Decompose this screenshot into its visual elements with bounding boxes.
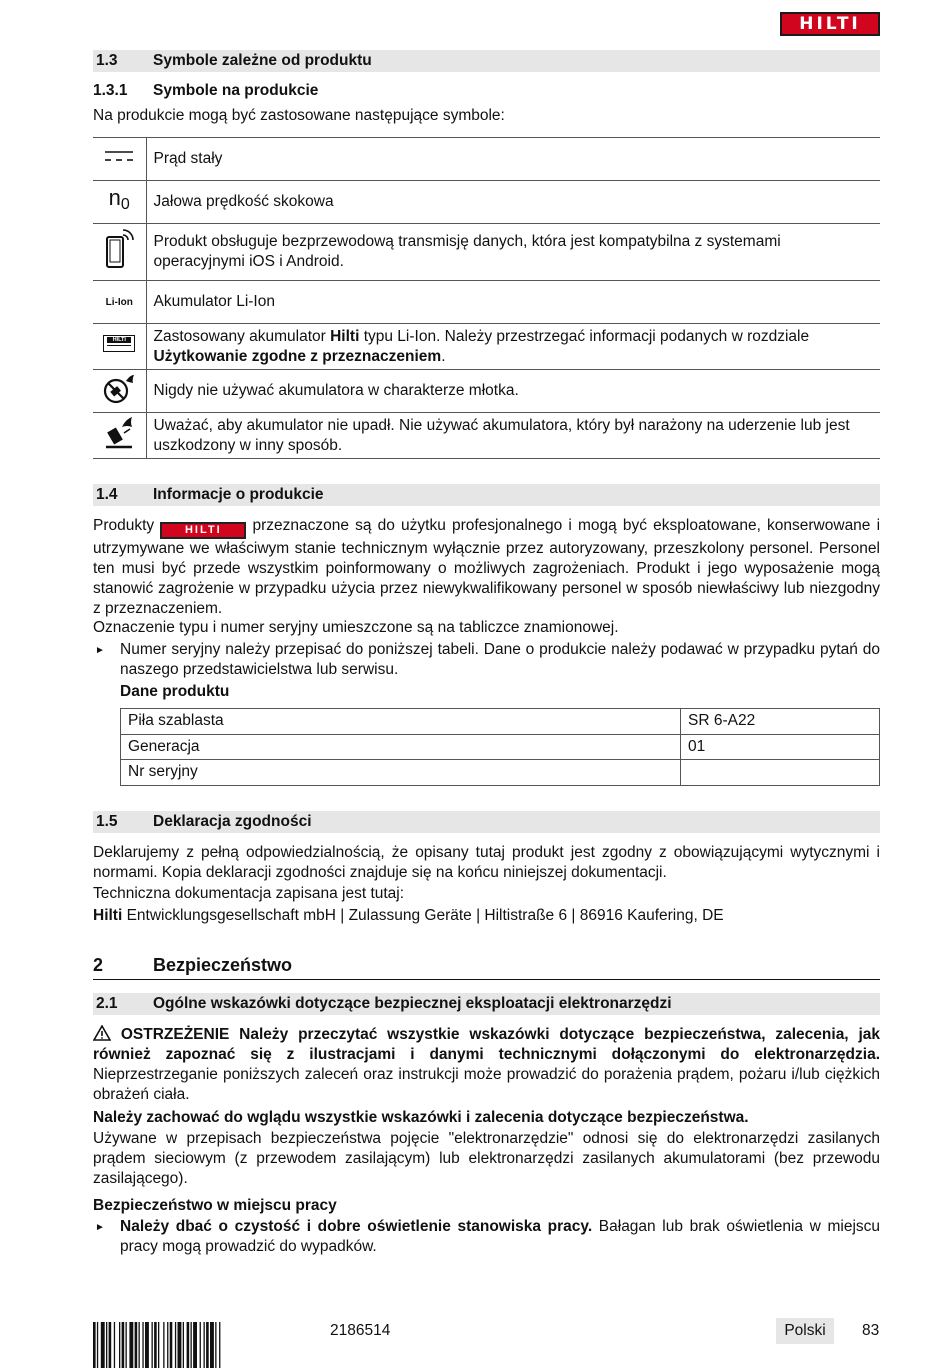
barcode-bar bbox=[215, 1322, 216, 1368]
symbol-description: Nigdy nie używać akumulatora w charakterze młotka. bbox=[146, 370, 880, 413]
barcode-bar bbox=[191, 1322, 192, 1368]
section-number: 1.4 bbox=[96, 486, 118, 503]
chapter-title: Bezpieczeństwo bbox=[153, 955, 293, 975]
barcode-bar bbox=[175, 1322, 176, 1368]
table-cell-label: Piła szablasta bbox=[121, 709, 681, 735]
barcode-bar bbox=[145, 1322, 149, 1368]
hilti-inline-logo: HILTI bbox=[160, 522, 246, 539]
section-title: Informacje o produkcie bbox=[153, 486, 324, 503]
keep-instructions: Należy zachować do wglądu wszystkie wskazówki i zalecenia dotyczące bezpieczeństwa. bbox=[93, 1109, 749, 1126]
symbol-description: Jałowa prędkość skokowa bbox=[146, 181, 880, 224]
workplace-safety-title: Bezpieczeństwo w miejscu pracy bbox=[93, 1197, 337, 1214]
section-2-1-heading bbox=[93, 993, 880, 1015]
icon-label: Li-Ion bbox=[105, 297, 133, 308]
section-1-3-1-heading bbox=[93, 82, 880, 100]
chapter-number: 2 bbox=[93, 955, 104, 975]
symbol-row bbox=[93, 138, 880, 181]
barcode-bar bbox=[97, 1322, 98, 1368]
bullet-arrow-icon: ► bbox=[95, 1222, 105, 1233]
symbol-row bbox=[93, 413, 880, 459]
symbols-table bbox=[93, 137, 880, 459]
barcode-bar bbox=[106, 1322, 107, 1368]
barcode-bar bbox=[183, 1322, 184, 1368]
symbol-description: Produkt obsługuje bezprzewodową transmisję danych, która jest kompatybilna z systemami operacyjnymi iOS i Android. bbox=[146, 224, 880, 281]
barcode-bar bbox=[167, 1322, 168, 1368]
bullet-text: Należy dbać o czystość i dobre oświetlenie stanowiska pracy. Bałagan lub brak oświetlenia w miejscu pracy mogą prowadzić do wypadków. bbox=[120, 1218, 881, 1255]
table-cell-value: SR 6-A22 bbox=[681, 709, 880, 735]
barcode-bar bbox=[200, 1322, 201, 1368]
bullet-arrow-icon: ► bbox=[95, 645, 105, 656]
warning-paragraph bbox=[93, 1025, 880, 1105]
chapter-2-heading bbox=[93, 955, 880, 980]
barcode-bar bbox=[187, 1322, 190, 1368]
barcode-bar bbox=[204, 1322, 205, 1368]
icon-label: HILTI bbox=[107, 337, 131, 343]
symbol-row bbox=[93, 281, 880, 324]
hilti-logo bbox=[780, 12, 880, 36]
symbol-description: Prąd stały bbox=[146, 138, 880, 181]
barcode-bar bbox=[129, 1322, 133, 1368]
barcode-bar bbox=[139, 1322, 140, 1368]
icon-subscript: 0 bbox=[120, 196, 130, 214]
barcode-bar bbox=[122, 1322, 125, 1368]
section-title: Symbole zależne od produktu bbox=[153, 52, 372, 69]
section-title: Ogólne wskazówki dotyczące bezpiecznej eksploatacji elektronarzędzi bbox=[153, 995, 672, 1012]
warning-triangle-icon bbox=[93, 1025, 111, 1041]
symbol-description: Zastosowany akumulator Hilti typu Li-Ion. Należy przestrzegać informacji podanych w rozdziale Użytkowanie zgodne z przeznaczeniem. bbox=[146, 324, 880, 370]
product-data-table bbox=[120, 708, 880, 786]
documentation-address: Hilti Entwicklungsgesellschaft mbH | Zulassung Geräte | Hiltistraße 6 | 86916 Kaufering, DE bbox=[93, 907, 724, 924]
documentation-note: Techniczna dokumentacja zapisana jest tutaj: bbox=[93, 885, 405, 902]
no-drop-icon bbox=[93, 413, 146, 459]
conformity-paragraph: Deklarujemy z pełną odpowiedzialnością, że opisany tutaj produkt jest zgodny z obowiązującymi wytycznymi i normami. Kopia deklaracji zgodności znajduje się na końcu niniejszej dokumentacji. bbox=[93, 844, 880, 881]
no-load-speed-icon bbox=[93, 181, 146, 224]
barcode-bar bbox=[163, 1322, 164, 1368]
table-row bbox=[121, 709, 880, 735]
section-number: 1.3.1 bbox=[93, 82, 128, 99]
icon-letter: n bbox=[108, 185, 121, 211]
symbol-description: Akumulator Li-Ion bbox=[146, 281, 880, 324]
workplace-bullet bbox=[93, 1217, 880, 1257]
hilti-battery-icon bbox=[93, 324, 146, 370]
barcode-bar bbox=[152, 1322, 153, 1368]
section-1-4-heading bbox=[93, 484, 880, 506]
section-title: Symbole na produkcie bbox=[153, 82, 319, 99]
li-ion-icon bbox=[93, 281, 146, 324]
table-cell-label: Generacja bbox=[121, 734, 681, 760]
table-cell-value: 01 bbox=[681, 734, 880, 760]
barcode-bar bbox=[206, 1322, 209, 1368]
table-cell-value[interactable] bbox=[681, 760, 880, 786]
language-badge: Polski bbox=[776, 1318, 834, 1344]
term-definition: Używane w przepisach bezpieczeństwa pojęcie "elektronarzędzie" odnosi się do elektronarzędzi zasilanych prądem sieciowym (z przewodem zasilającym) lub elektronarzędzi zasilanych akumulatorami (bez przewodu zasilającego). bbox=[93, 1130, 880, 1187]
document-code: 2186514 bbox=[330, 1322, 391, 1339]
wireless-phone-icon bbox=[93, 224, 146, 281]
barcode-bar bbox=[135, 1322, 138, 1368]
serial-number-bullet bbox=[93, 640, 880, 680]
section-number: 1.3 bbox=[96, 52, 118, 69]
barcode-bar bbox=[193, 1322, 197, 1368]
page-number: 83 bbox=[862, 1322, 880, 1339]
barcode-bar bbox=[158, 1322, 159, 1368]
barcode-bar bbox=[114, 1322, 115, 1368]
barcode-bar bbox=[219, 1322, 220, 1368]
warning-rest: Nieprzestrzeganie poniższych zaleceń oraz instrukcji może prowadzić do porażenia prądem, pożaru i/lub ciężkich obrażeń ciała. bbox=[93, 1066, 880, 1103]
symbol-row bbox=[93, 324, 880, 370]
symbol-description: Uważać, aby akumulator nie upadł. Nie używać akumulatora, który był narażony na uderzenie lub jest uszkodzony w inny sposób. bbox=[146, 413, 880, 459]
section-1-3-heading bbox=[93, 50, 880, 72]
type-plate-note: Oznaczenie typu i numer seryjny umieszczone są na tabliczce znamionowej. bbox=[93, 619, 619, 636]
section-title: Deklaracja zgodności bbox=[153, 813, 312, 830]
symbols-intro: Na produkcie mogą być zastosowane następujące symbole: bbox=[93, 107, 505, 124]
barcode-bar bbox=[178, 1322, 182, 1368]
table-row bbox=[121, 734, 880, 760]
section-number: 2.1 bbox=[96, 995, 118, 1012]
section-1-5-heading bbox=[93, 811, 880, 833]
barcode-bar bbox=[170, 1322, 173, 1368]
symbol-row bbox=[93, 370, 880, 413]
table-row bbox=[121, 760, 880, 786]
barcode-bar bbox=[154, 1322, 157, 1368]
barcode-bar bbox=[119, 1322, 120, 1368]
barcode-bar bbox=[101, 1322, 105, 1368]
logo-text: HILTI bbox=[799, 14, 861, 34]
barcode-bar bbox=[126, 1322, 127, 1368]
barcode-image bbox=[93, 1322, 308, 1368]
symbol-row bbox=[93, 224, 880, 281]
table-cell-label: Nr seryjny bbox=[121, 760, 681, 786]
symbol-row bbox=[93, 181, 880, 224]
section-number: 1.5 bbox=[96, 813, 118, 830]
direct-current-icon bbox=[93, 138, 146, 181]
barcode-bar bbox=[109, 1322, 112, 1368]
no-hammer-icon bbox=[93, 370, 146, 413]
barcode-bar bbox=[93, 1322, 96, 1368]
product-data-title: Dane produktu bbox=[120, 683, 230, 700]
barcode-bar bbox=[210, 1322, 214, 1368]
bullet-text: Numer seryjny należy przepisać do poniższej tabeli. Dane o produkcie należy podawać w przypadku pytań do naszego przedstawicielstwa lub serwisu. bbox=[120, 641, 880, 678]
barcode-bar bbox=[142, 1322, 143, 1368]
product-info-paragraph: Produkty HILTI przeznaczone są do użytku profesjonalnego i mogą być eksploatowane, konserwowane i utrzymywane we właściwym stanie technicznym wyłącznie przez autoryzowany, przeszkolony personel. Personel ten musi być przede wszystkim poinformowany o możliwych zagrożeniach. Produkt i jego wyposażenie mogą stanowić zagrożenie w przypadku użycia przez niewykwalifikowany personel w sposób niewłaściwy lub niezgodny z przeznaczeniem. bbox=[93, 517, 881, 617]
warning-bold: OSTRZEŻENIE Należy przeczytać wszystkie wskazówki dotyczące bezpieczeństwa, zalecenia, jak również zapoznać się z ilustracjami i danymi technicznymi dołączonymi do elektronarzędzia. bbox=[93, 1026, 880, 1063]
